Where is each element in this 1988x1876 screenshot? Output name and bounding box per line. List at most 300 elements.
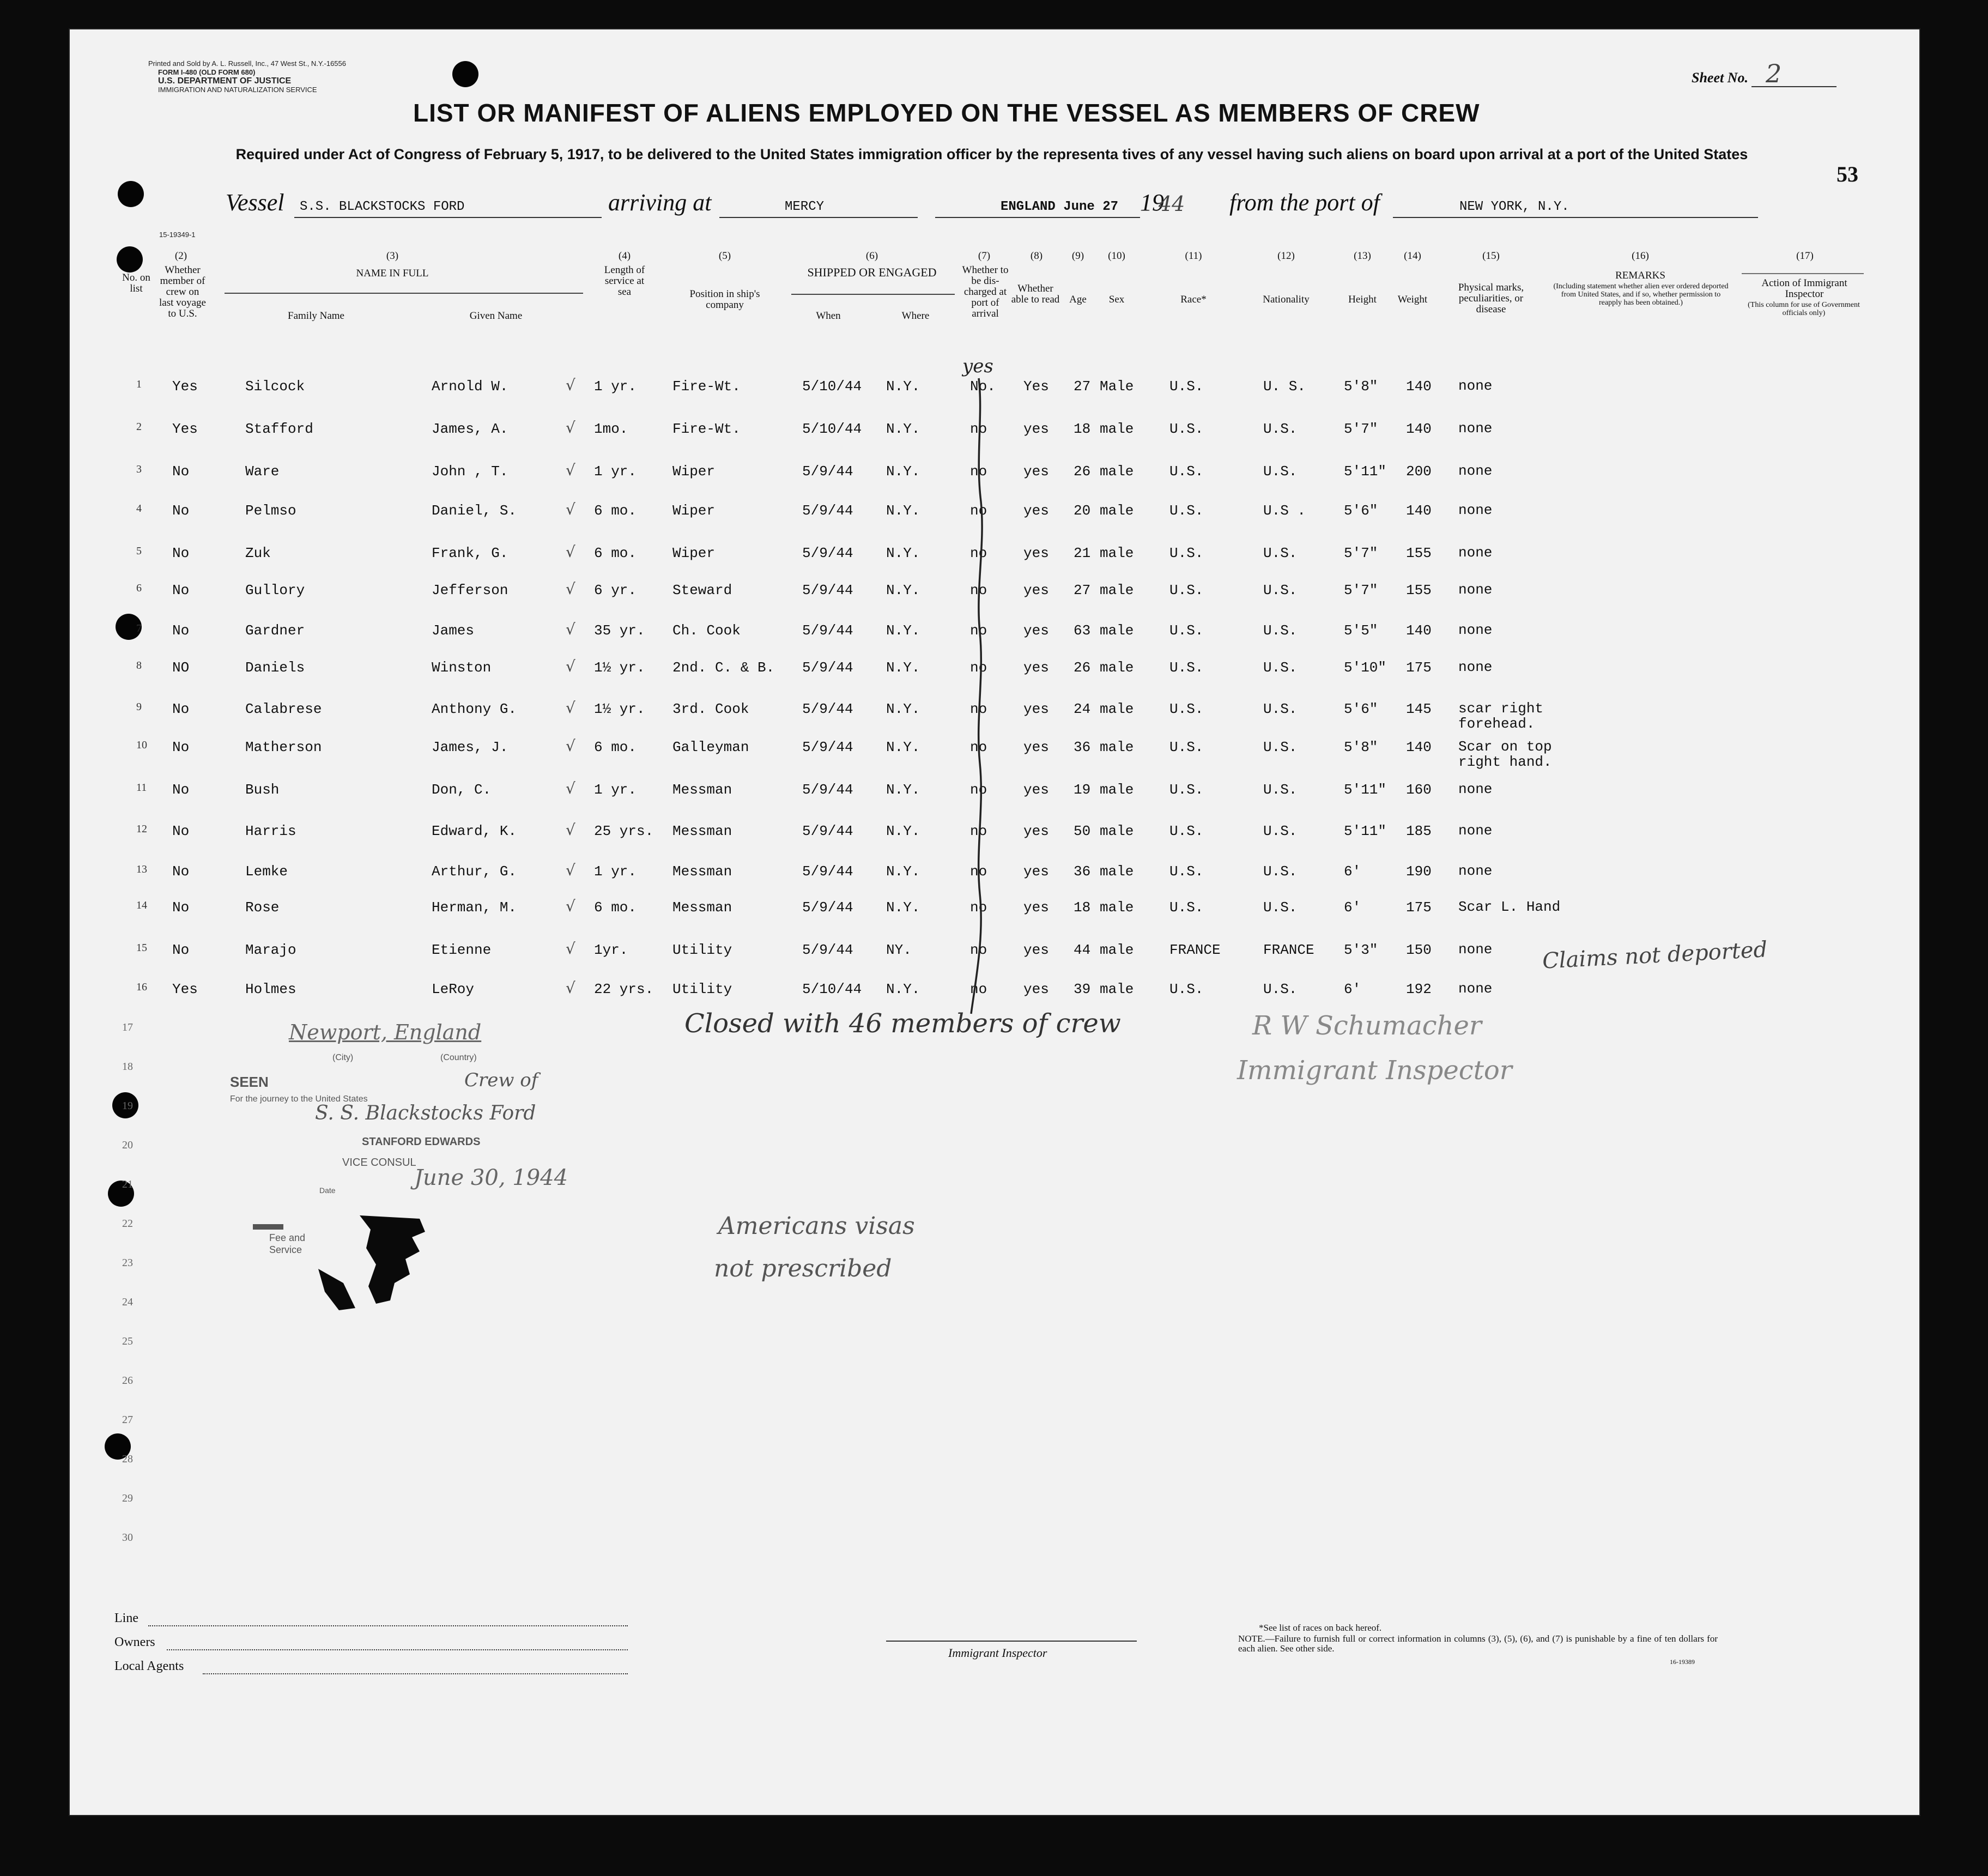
cell-age: 26: [1074, 463, 1091, 480]
cell-discharged: no: [970, 863, 987, 880]
page-title: LIST OR MANIFEST OF ALIENS EMPLOYED ON THE VESSEL AS MEMBERS OF CREW: [413, 99, 1480, 127]
cell-age: 27: [1074, 582, 1091, 598]
cell-age: 24: [1074, 701, 1091, 717]
cell-family-name: Ware: [245, 463, 280, 480]
cell-age: 63: [1074, 622, 1091, 639]
row-number: 4: [136, 503, 142, 515]
header-num: (4): [618, 250, 631, 262]
cell-age: 44: [1074, 942, 1091, 958]
cell-sex: male: [1100, 582, 1134, 598]
cell-sex: male: [1100, 545, 1134, 561]
row-number: 2: [136, 421, 142, 433]
cell-sex: male: [1100, 622, 1134, 639]
cell-nationality: U.S.: [1263, 899, 1298, 916]
header-discharged: Whether to be dis-charged at port of arrival: [962, 264, 1009, 319]
cell-family-name: Calabrese: [245, 701, 322, 717]
header-num: (6): [865, 250, 878, 262]
cell-discharged: no: [970, 823, 987, 839]
cell-nationality: U.S.: [1263, 701, 1298, 717]
cell-service: 1 yr.: [594, 463, 637, 480]
cell-position: 3rd. Cook: [672, 701, 749, 717]
cell-height: 5'10": [1344, 659, 1387, 676]
cell-age: 21: [1074, 545, 1091, 561]
cell-read: yes: [1023, 463, 1049, 480]
cell-discharged: no: [970, 981, 987, 997]
cell-height: 5'3": [1344, 942, 1378, 958]
cell-when: 5/9/44: [802, 942, 853, 958]
cell-read: yes: [1023, 899, 1049, 916]
printer-line: Printed and Sold by A. L. Russell, Inc., 47 West St., N.Y.-16556: [148, 59, 346, 68]
cell-prev-voyage: Yes: [172, 981, 198, 997]
cell-weight: 150: [1406, 942, 1432, 958]
cell-weight: 175: [1406, 659, 1432, 676]
stamp-ship: S. S. Blackstocks Ford: [315, 1102, 536, 1124]
header-age: Age: [1069, 294, 1087, 305]
cell-service: 1½ yr.: [594, 659, 645, 676]
cell-read: yes: [1023, 823, 1049, 839]
cell-service: 6 mo.: [594, 545, 637, 561]
row-number: 16: [136, 981, 147, 993]
row-number: 15: [136, 942, 147, 954]
row-number: 23: [122, 1257, 133, 1269]
cell-physical-marks: none: [1458, 941, 1493, 958]
cell-sex: male: [1100, 701, 1134, 717]
header-num: (16): [1632, 250, 1649, 262]
year: 44: [1159, 192, 1185, 216]
cell-read: yes: [1023, 545, 1049, 561]
cell-discharged: no: [970, 622, 987, 639]
cell-nationality: U.S.: [1263, 782, 1298, 798]
cell-physical-marks: none: [1458, 863, 1493, 879]
cell-given-name: Frank, G.: [432, 545, 508, 561]
cell-race: U.S.: [1169, 739, 1204, 755]
cell-prev-voyage: No: [172, 503, 190, 519]
header-inspector-action: Action of Immigrant Inspector: [1761, 277, 1847, 300]
form-number: FORM I-480 (OLD FORM 680): [158, 68, 256, 76]
check-mark-icon: √: [566, 699, 575, 717]
row-number: 5: [136, 545, 142, 557]
header-remarks-note: (Including statement whether alien ever ordered deported from United States, and if so, whether permission to reapply has been obtained.): [1553, 282, 1729, 307]
stamp-consul-name: STANFORD EDWARDS: [362, 1136, 481, 1148]
row-number: 20: [122, 1139, 133, 1151]
from-port: NEW YORK, N.Y.: [1459, 199, 1569, 214]
cell-nationality: U. S.: [1263, 378, 1306, 395]
footer-owners-rule: [167, 1649, 628, 1650]
header-num: (14): [1404, 250, 1421, 262]
stamp-city-country: Newport, England: [289, 1020, 482, 1044]
cell-when: 5/9/44: [802, 503, 853, 519]
cell-position: Messman: [672, 782, 732, 798]
cell-family-name: Bush: [245, 782, 280, 798]
check-mark-icon: √: [566, 500, 575, 518]
header-when: When: [816, 310, 841, 322]
cell-given-name: Jefferson: [432, 582, 508, 598]
cell-family-name: Rose: [245, 899, 280, 916]
cell-race: U.S.: [1169, 622, 1204, 639]
row-number: 22: [122, 1218, 133, 1230]
row-number: 18: [122, 1061, 133, 1073]
row-number: 9: [136, 701, 142, 713]
cell-service: 35 yr.: [594, 622, 645, 639]
footer-code: 16-19389: [1670, 1658, 1695, 1666]
cell-sex: Male: [1100, 378, 1134, 395]
cell-when: 5/9/44: [802, 582, 853, 598]
cell-when: 5/10/44: [802, 981, 862, 997]
header-num: (12): [1277, 250, 1295, 262]
cell-when: 5/9/44: [802, 739, 853, 755]
cell-nationality: U.S.: [1263, 545, 1298, 561]
department: U.S. DEPARTMENT OF JUSTICE: [158, 76, 292, 86]
header-num: (13): [1354, 250, 1371, 262]
cell-position: Fire-Wt.: [672, 421, 741, 437]
cell-family-name: Holmes: [245, 981, 296, 997]
cell-given-name: Herman, M.: [432, 899, 517, 916]
cell-position: Messman: [672, 863, 732, 880]
header-remarks: REMARKS: [1615, 270, 1665, 281]
cell-when: 5/9/44: [802, 463, 853, 480]
cell-family-name: Stafford: [245, 421, 313, 437]
sheet-label: Sheet No.: [1692, 70, 1748, 86]
cell-weight: 140: [1406, 378, 1432, 395]
footer-line-rule: [148, 1625, 628, 1626]
cell-given-name: Daniel, S.: [432, 503, 517, 519]
cell-physical-marks: none: [1458, 378, 1493, 394]
check-mark-icon: √: [566, 979, 575, 997]
cell-weight: 155: [1406, 582, 1432, 598]
cell-when: 5/10/44: [802, 378, 862, 395]
cell-service: 6 mo.: [594, 503, 637, 519]
cell-where: N.Y.: [886, 863, 920, 880]
cell-where: N.Y.: [886, 823, 920, 839]
cell-read: yes: [1023, 659, 1049, 676]
cell-physical-marks: none: [1458, 463, 1493, 479]
cell-given-name: Arnold W.: [432, 378, 508, 395]
cell-physical-marks: scar right forehead.: [1458, 700, 1544, 732]
sheet-number: 2: [1766, 59, 1782, 88]
check-mark-icon: √: [566, 376, 575, 394]
header-num: (7): [978, 250, 991, 262]
cell-age: 27: [1074, 378, 1091, 395]
cell-family-name: Pelmso: [245, 503, 296, 519]
cell-age: 36: [1074, 863, 1091, 880]
cell-sex: male: [1100, 739, 1134, 755]
cell-race: U.S.: [1169, 463, 1204, 480]
cell-nationality: U.S.: [1263, 421, 1298, 437]
cell-prev-voyage: No: [172, 863, 190, 880]
cell-race: U.S.: [1169, 582, 1204, 598]
cell-nationality: U.S.: [1263, 823, 1298, 839]
cell-height: 5'6": [1344, 503, 1378, 519]
cell-given-name: Edward, K.: [432, 823, 517, 839]
cell-family-name: Silcock: [245, 378, 305, 395]
cell-where: N.Y.: [886, 545, 920, 561]
cell-race: U.S.: [1169, 378, 1204, 395]
cell-height: 5'11": [1344, 782, 1387, 798]
cell-where: N.Y.: [886, 981, 920, 997]
cell-nationality: U.S.: [1263, 463, 1298, 480]
cell-position: Fire-Wt.: [672, 378, 741, 395]
cell-weight: 140: [1406, 421, 1432, 437]
header-weight: Weight: [1397, 294, 1428, 305]
year-prefix: 19: [1140, 189, 1164, 216]
row-number: 27: [122, 1414, 133, 1426]
cell-age: 18: [1074, 421, 1091, 437]
cell-nationality: U.S.: [1263, 582, 1298, 598]
header-physical-marks: Physical marks, peculiarities, or disease: [1458, 282, 1524, 315]
cell-position: Wiper: [672, 503, 716, 519]
header-num: (2): [174, 250, 187, 262]
cell-read: yes: [1023, 421, 1049, 437]
cell-where: N.Y.: [886, 701, 920, 717]
cell-sex: male: [1100, 782, 1134, 798]
stamp-vice-consul: VICE CONSUL: [342, 1157, 416, 1169]
cell-position: 2nd. C. & B.: [672, 659, 775, 676]
cell-physical-marks: none: [1458, 659, 1493, 675]
form-code: 15-19349-1: [159, 231, 196, 239]
cell-discharged: no: [970, 659, 987, 676]
cell-physical-marks: none: [1458, 622, 1493, 638]
cell-service: 1½ yr.: [594, 701, 645, 717]
header-read: Whether able to read: [1011, 283, 1060, 305]
inspector-signature: R W Schumacher: [1252, 1010, 1482, 1041]
cell-physical-marks: Scar on top right hand.: [1458, 739, 1552, 770]
header-given-name: Given Name: [469, 310, 523, 322]
cell-nationality: U.S.: [1263, 739, 1298, 755]
cell-given-name: Etienne: [432, 942, 492, 958]
cell-where: N.Y.: [886, 739, 920, 755]
footer-races-note: *See list of races on back hereof.: [1259, 1623, 1382, 1633]
cell-race: U.S.: [1169, 823, 1204, 839]
cell-position: Wiper: [672, 545, 716, 561]
row-number: 8: [136, 659, 142, 671]
header-num: (5): [718, 250, 731, 262]
cell-discharged: no: [970, 463, 987, 480]
header-sex: Sex: [1108, 294, 1125, 305]
cell-sex: male: [1100, 823, 1134, 839]
cell-discharged: no: [970, 899, 987, 916]
handwritten-closed: Closed with 46 members of crew: [684, 1008, 1121, 1039]
cell-when: 5/9/44: [802, 622, 853, 639]
stamp-date-label: Date: [319, 1186, 336, 1195]
cell-discharged: no: [970, 739, 987, 755]
cell-position: Wiper: [672, 463, 716, 480]
stamp-city-label: (City): [332, 1053, 354, 1062]
cell-height: 6': [1344, 981, 1361, 997]
cell-read: yes: [1023, 981, 1049, 997]
header-num: (11): [1185, 250, 1202, 262]
cell-family-name: Lemke: [245, 863, 288, 880]
cell-when: 5/10/44: [802, 421, 862, 437]
cell-sex: male: [1100, 463, 1134, 480]
stamp-journey: For the journey to the United States: [230, 1094, 368, 1104]
cell-position: Messman: [672, 823, 732, 839]
row-number: 7: [136, 622, 142, 634]
cell-given-name: James, J.: [432, 739, 508, 755]
cell-position: Utility: [672, 981, 732, 997]
cell-prev-voyage: No: [172, 782, 190, 798]
cell-service: 1 yr.: [594, 863, 637, 880]
cell-given-name: Don, C.: [432, 782, 492, 798]
check-mark-icon: √: [566, 821, 575, 839]
cell-physical-marks: none: [1458, 420, 1493, 437]
cell-position: Ch. Cook: [672, 622, 741, 639]
vessel-name: S.S. BLACKSTOCKS FORD: [300, 199, 465, 214]
cell-prev-voyage: No: [172, 899, 190, 916]
handwritten-americans: Americans visas: [718, 1212, 915, 1240]
cell-given-name: Arthur, G.: [432, 863, 517, 880]
cell-read: yes: [1023, 863, 1049, 880]
cell-discharged: No.: [970, 378, 996, 395]
cell-where: N.Y.: [886, 782, 920, 798]
header-where: Where: [901, 310, 930, 322]
check-mark-icon: √: [566, 620, 575, 638]
cell-discharged: no: [970, 421, 987, 437]
cell-race: U.S.: [1169, 545, 1204, 561]
cell-weight: 190: [1406, 863, 1432, 880]
cell-prev-voyage: No: [172, 739, 190, 755]
cell-position: Messman: [672, 899, 732, 916]
cell-weight: 145: [1406, 701, 1432, 717]
row-number: 29: [122, 1492, 133, 1504]
cell-family-name: Harris: [245, 823, 296, 839]
cell-physical-marks: none: [1458, 544, 1493, 561]
cell-age: 26: [1074, 659, 1091, 676]
handwritten-not-prescribed: not prescribed: [714, 1255, 892, 1282]
cell-race: U.S.: [1169, 659, 1204, 676]
footer-agents-label: Local Agents: [114, 1659, 184, 1673]
cell-prev-voyage: Yes: [172, 378, 198, 395]
cell-height: 5'8": [1344, 739, 1378, 755]
cell-race: U.S.: [1169, 863, 1204, 880]
cell-when: 5/9/44: [802, 701, 853, 717]
header-num: (8): [1030, 250, 1043, 262]
cell-race: U.S.: [1169, 701, 1204, 717]
check-mark-icon: √: [566, 737, 575, 755]
footer-owners-label: Owners: [114, 1635, 155, 1649]
cell-weight: 140: [1406, 739, 1432, 755]
vessel-label: Vessel: [226, 189, 284, 216]
cell-service: 1 yr.: [594, 378, 637, 395]
footer-agents-rule: [203, 1673, 628, 1674]
header-position: Position in ship's company: [689, 288, 760, 311]
subtitle: Required under Act of Congress of February 5, 1917, to be delivered to the United States immigration officer by the representa tives of any vessel having such aliens on board upon arrival at a port of the United States: [235, 146, 1748, 162]
footer-note: NOTE.—Failure to furnish full or correct information in columns (3), (5), (6), and (7) is punishable by a fine of ten dollars for each alien. See other side.: [1238, 1633, 1718, 1654]
stamp-country-label: (Country): [440, 1053, 477, 1062]
row-number: 14: [136, 899, 147, 911]
row-number: 1: [136, 378, 142, 390]
cell-service: 6 mo.: [594, 899, 637, 916]
cell-weight: 160: [1406, 782, 1432, 798]
cell-height: 6': [1344, 863, 1361, 880]
cell-nationality: U.S.: [1263, 659, 1298, 676]
header-prev-voyage: Whether member of crew on last voyage to U.S.: [159, 264, 206, 319]
cell-height: 5'8": [1344, 378, 1378, 395]
cell-service: 1mo.: [594, 421, 628, 437]
cell-nationality: FRANCE: [1263, 942, 1314, 958]
cell-family-name: Daniels: [245, 659, 305, 676]
cell-where: N.Y.: [886, 582, 920, 598]
cell-prev-voyage: No: [172, 545, 190, 561]
row-number: 13: [136, 863, 147, 875]
check-mark-icon: √: [566, 580, 575, 598]
cell-weight: 200: [1406, 463, 1432, 480]
cell-discharged: no: [970, 545, 987, 561]
cell-age: 50: [1074, 823, 1091, 839]
header-num: (9): [1071, 250, 1084, 262]
footer-inspector-label: Immigrant Inspector: [948, 1646, 1047, 1660]
cell-height: 6': [1344, 899, 1361, 916]
cell-prev-voyage: NO: [172, 659, 190, 676]
cell-service: 1yr.: [594, 942, 628, 958]
cell-physical-marks: Scar L. Hand: [1458, 899, 1561, 915]
cell-position: Steward: [672, 582, 732, 598]
cell-family-name: Matherson: [245, 739, 322, 755]
stamp-seen: SEEN: [230, 1074, 269, 1090]
footer-inspector-rule: [886, 1641, 1137, 1642]
cell-where: N.Y.: [886, 622, 920, 639]
cell-read: yes: [1023, 622, 1049, 639]
cell-sex: male: [1100, 503, 1134, 519]
cell-race: U.S.: [1169, 981, 1204, 997]
cell-physical-marks: none: [1458, 582, 1493, 598]
cell-prev-voyage: No: [172, 582, 190, 598]
cell-discharged: no: [970, 582, 987, 598]
cell-height: 5'6": [1344, 701, 1378, 717]
cell-sex: male: [1100, 981, 1134, 997]
check-mark-icon: √: [566, 861, 575, 879]
header-no: No. on list: [122, 272, 150, 294]
cell-given-name: LeRoy: [432, 981, 475, 997]
cell-given-name: John , T.: [432, 463, 508, 480]
header-inspector-note: (This column for use of Government officials only): [1748, 301, 1860, 317]
cell-read: yes: [1023, 739, 1049, 755]
cell-height: 5'7": [1344, 421, 1378, 437]
cell-service: 22 yrs.: [594, 981, 654, 997]
row-number: 21: [122, 1178, 133, 1190]
row-number: 26: [122, 1375, 133, 1387]
cell-where: N.Y.: [886, 463, 920, 480]
cell-prev-voyage: Yes: [172, 421, 198, 437]
cell-physical-marks: none: [1458, 502, 1493, 518]
row-number: 11: [136, 782, 147, 794]
service: IMMIGRATION AND NATURALIZATION SERVICE: [158, 86, 317, 94]
cell-sex: male: [1100, 863, 1134, 880]
cell-weight: 192: [1406, 981, 1432, 997]
cell-race: U.S.: [1169, 899, 1204, 916]
footer-line-label: Line: [114, 1611, 138, 1625]
header-num: (3): [386, 250, 399, 262]
cell-read: yes: [1023, 582, 1049, 598]
cell-prev-voyage: No: [172, 942, 190, 958]
row-number: 24: [122, 1296, 133, 1308]
arriving-at: MERCY: [785, 199, 825, 214]
cell-race: U.S.: [1169, 782, 1204, 798]
cell-race: U.S.: [1169, 421, 1204, 437]
page-number: 53: [1837, 162, 1858, 186]
cell-nationality: U.S.: [1263, 622, 1298, 639]
cell-where: N.Y.: [886, 659, 920, 676]
cell-height: 5'11": [1344, 823, 1387, 839]
header-nationality: Nationality: [1263, 294, 1310, 305]
cell-position: Galleyman: [672, 739, 749, 755]
check-mark-icon: √: [566, 779, 575, 797]
header-name-full: NAME IN FULL: [356, 268, 429, 279]
cell-service: 1 yr.: [594, 782, 637, 798]
cell-where: N.Y.: [886, 421, 920, 437]
cell-weight: 175: [1406, 899, 1432, 916]
cell-weight: 140: [1406, 503, 1432, 519]
cell-prev-voyage: No: [172, 463, 190, 480]
